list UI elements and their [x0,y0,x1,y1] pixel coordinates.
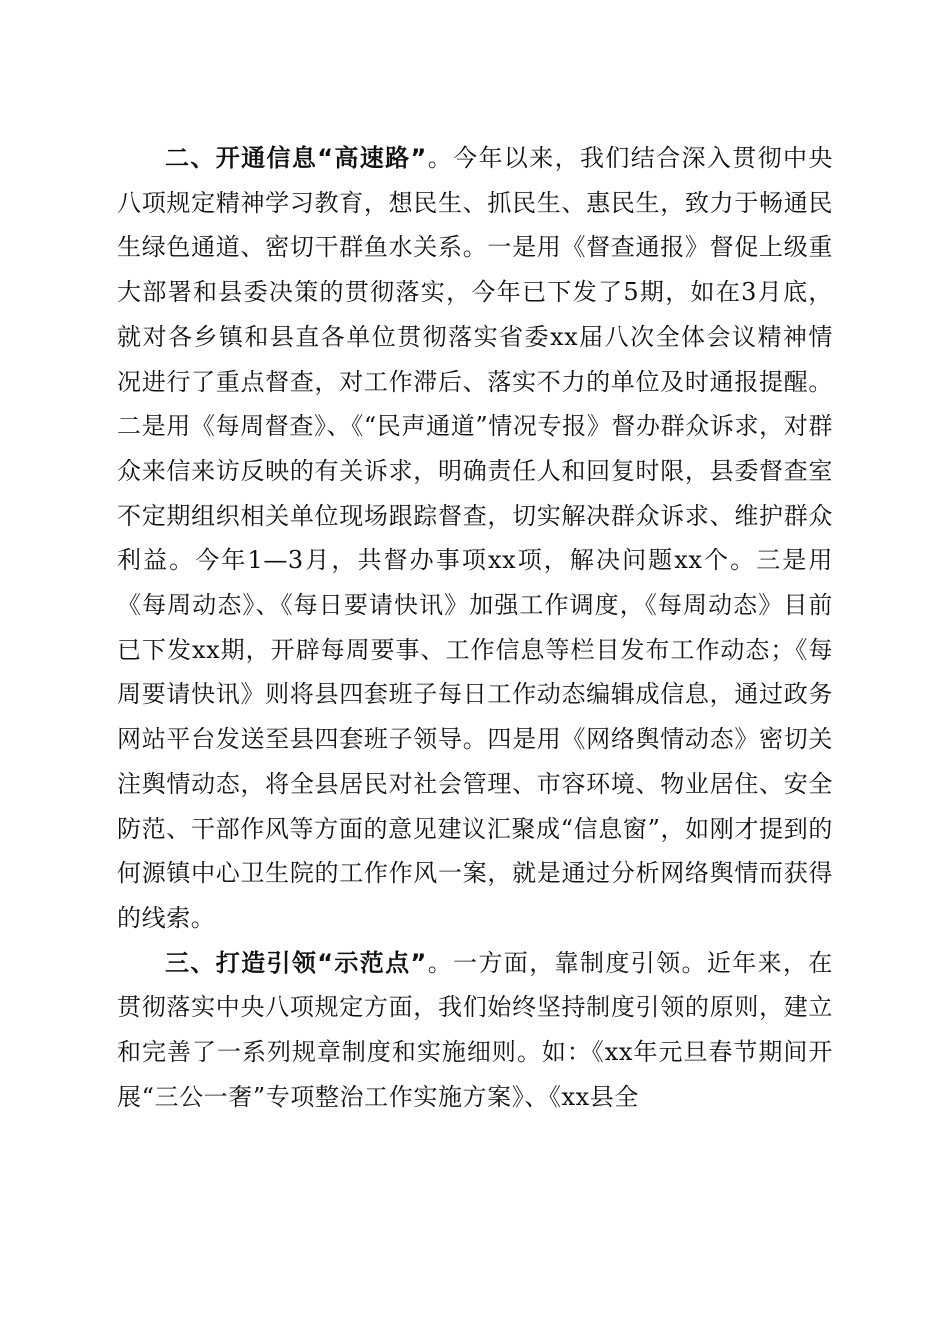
section-heading-two: 二、开通信息“高速路” [165,144,427,172]
paragraph-text: 。一方面，靠制度引领。近年来，在贯彻落实中央八项规定方面，我们始终坚持制度引领的原则，建立和完善了一系列规章制度和实施细则。如：《xx年元旦春节期间开展“三公一奢”专项整治工作实施方案》、《xx县全 [117,948,833,1111]
document-body [117,136,833,1119]
paragraph-text: 。今年以来，我们结合深入贯彻中央八项规定精神学习教育，想民生、抓民生、惠民生，致力于畅通民生绿色通道、密切干群鱼水关系。一是用《督查通报》督促上级重大部署和县委决策的贯彻落实，今年已下发了5期，如在3月底，就对各乡镇和县直各单位贯彻落实省委xx届八次全体会议精神情况进行了重点督查，对工作滞后、落实不力的单位及时通报提醒。二是用《每周督查》、《“民声通道”情况专报》督办群众诉求，对群众来信来访反映的有关诉求，明确责任人和回复时限，县委督查室不定期组织相关单位现场跟踪督查，切实解决群众诉求、维护群众利益。今年1—3月，共督办事项xx项，解决问题xx个。三是用《每周动态》、《每日要请快讯》加强工作调度，《每周动态》目前已下发xx期，开辟每周要事、工作信息等栏目发布工作动态；《每周要请快讯》则将县四套班子每日工作动态编辑成信息，通过政务网站平台发送至县四套班子领导。四是用《网络舆情动态》密切关注舆情动态，将全县居民对社会管理、市容环境、物业居住、安全防范、干部作风等方面的意见建议汇聚成“信息窗”，如刚才提到的何源镇中心卫生院的工作作风一案，就是通过分析网络舆情而获得的线索。 [117,144,833,932]
paragraph-information-highway [117,136,833,941]
section-heading-three: 三、打造引领“示范点” [165,948,427,977]
paragraph-demonstration-point [117,941,833,1120]
